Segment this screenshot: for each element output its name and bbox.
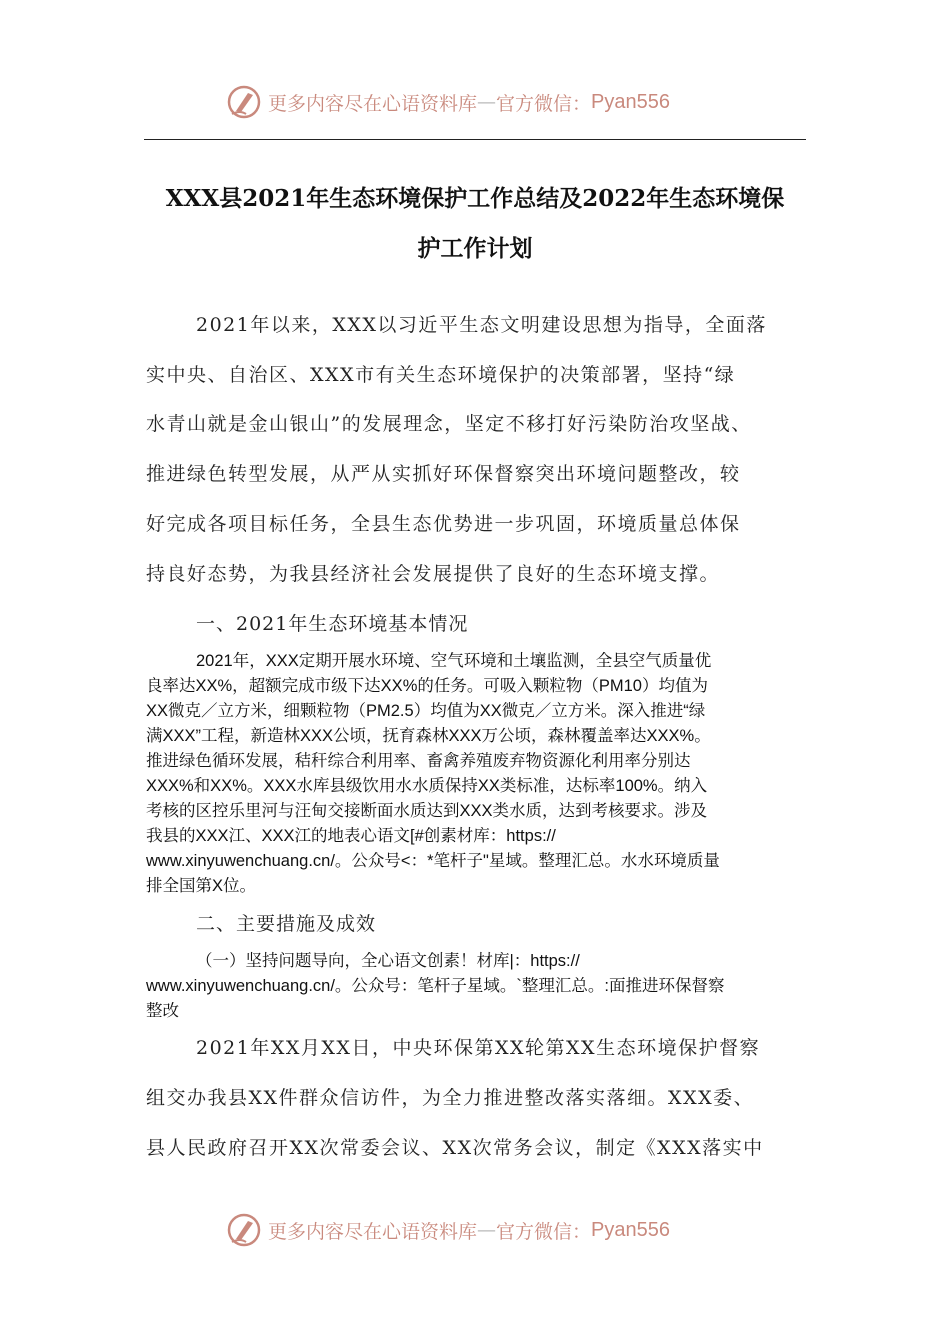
section-2-sub-line: （一）坚持问题导向，全心语文创素！材库|：https:// (196, 952, 580, 970)
banner-account-id: Pyan556 (591, 90, 670, 113)
header-banner (226, 82, 726, 122)
section-2-sub-line: 整改 (146, 1002, 179, 1020)
section-2-body-line: 组交办我县XX件群众信访件，为全力推进整改落实落细。XXX委、 (146, 1087, 755, 1109)
quill-pen-logo-icon (226, 84, 262, 120)
banner-account-id: Pyan556 (591, 1218, 670, 1241)
intro-line: 2021年以来，XXX以习近平生态文明建设思想为指导，全面落 (196, 314, 767, 336)
intro-line: 实中央、自治区、XXX市有关生态环境保护的决策部署，坚持“绿 (146, 364, 736, 386)
section-1-line: 我县的XXX江、XXX江的地表心语文[#创素材库：https:// (146, 827, 556, 845)
section-1-line: www.xinyuwenchuang.cn/。公众号<：*笔杆子"星域。整理汇总。水水环境质量 (146, 852, 720, 870)
header-divider (144, 139, 806, 140)
intro-line: 持良好态势，为我县经济社会发展提供了良好的生态环境支撑。 (146, 563, 721, 585)
section-1-line: 满XXX”工程，新造林XXX公顷，抚育森林XXX万公顷，森林覆盖率达XXX%。 (146, 727, 711, 745)
section-2-heading: 二、主要措施及成效 (196, 913, 377, 935)
banner-account-label: 官方微信： (496, 92, 592, 115)
section-2-sub-line: www.xinyuwenchuang.cn/。公众号：笔杆子星域。`整理汇总。:面推进环保督察 (146, 977, 725, 995)
banner-separator: — (477, 1219, 497, 1241)
section-1-line: 2021年，XXX定期开展水环境、空气环境和土壤监测，全县空气质量优 (196, 652, 712, 670)
section-1-line: 良率达XX%，超额完成市级下达XX%的任务。可吸入颗粒物（PM10）均值为 (146, 677, 708, 695)
intro-line: 好完成各项目标任务，全县生态优势进一步巩固，环境质量总体保 (146, 513, 741, 535)
intro-line: 水青山就是金山银山”的发展理念，坚定不移打好污染防治攻坚战、 (146, 413, 752, 435)
doc-title-line-2: 护工作计划 (417, 235, 533, 262)
footer-banner (226, 1210, 726, 1250)
intro-line: 推进绿色转型发展，从严从实抓好环保督察突出环境问题整改，较 (146, 463, 741, 485)
section-1-line: 考核的区控乐里河与汪甸交接断面水质达到XXX类水质，达到考核要求。涉及 (146, 802, 708, 820)
section-1-line: 推进绿色循环发展，秸秆综合利用率、畜禽养殖废弃物资源化利用率分别达 (146, 752, 691, 770)
banner-separator: — (477, 91, 497, 113)
section-1-line: XX微克／立方米，细颗粒物（PM2.5）均值为XX微克／立方米。深入推进“绿 (146, 702, 706, 720)
section-1-line: 排全国第X位。 (146, 877, 257, 895)
banner-main-text: 更多内容尽在心语资料库 (268, 92, 478, 115)
doc-title-line-1: XXX县2021年生态环境保护工作总结及2022年生态环境保 (165, 185, 785, 212)
banner-account-label: 官方微信： (496, 1220, 592, 1243)
banner-main-text: 更多内容尽在心语资料库 (268, 1220, 478, 1243)
section-1-line: XXX%和XX%。XXX水库县级饮用水水质保持XX类标准，达标率100%。纳入 (146, 777, 708, 795)
quill-pen-logo-icon (226, 1212, 262, 1248)
section-2-body-line: 县人民政府召开XX次常委会议、XX次常务会议，制定《XXX落实中 (146, 1137, 764, 1159)
section-1-heading: 一、2021年生态环境基本情况 (196, 613, 469, 635)
section-2-body-line: 2021年XX月XX日，中央环保第XX轮第XX生态环境保护督察 (196, 1037, 761, 1059)
